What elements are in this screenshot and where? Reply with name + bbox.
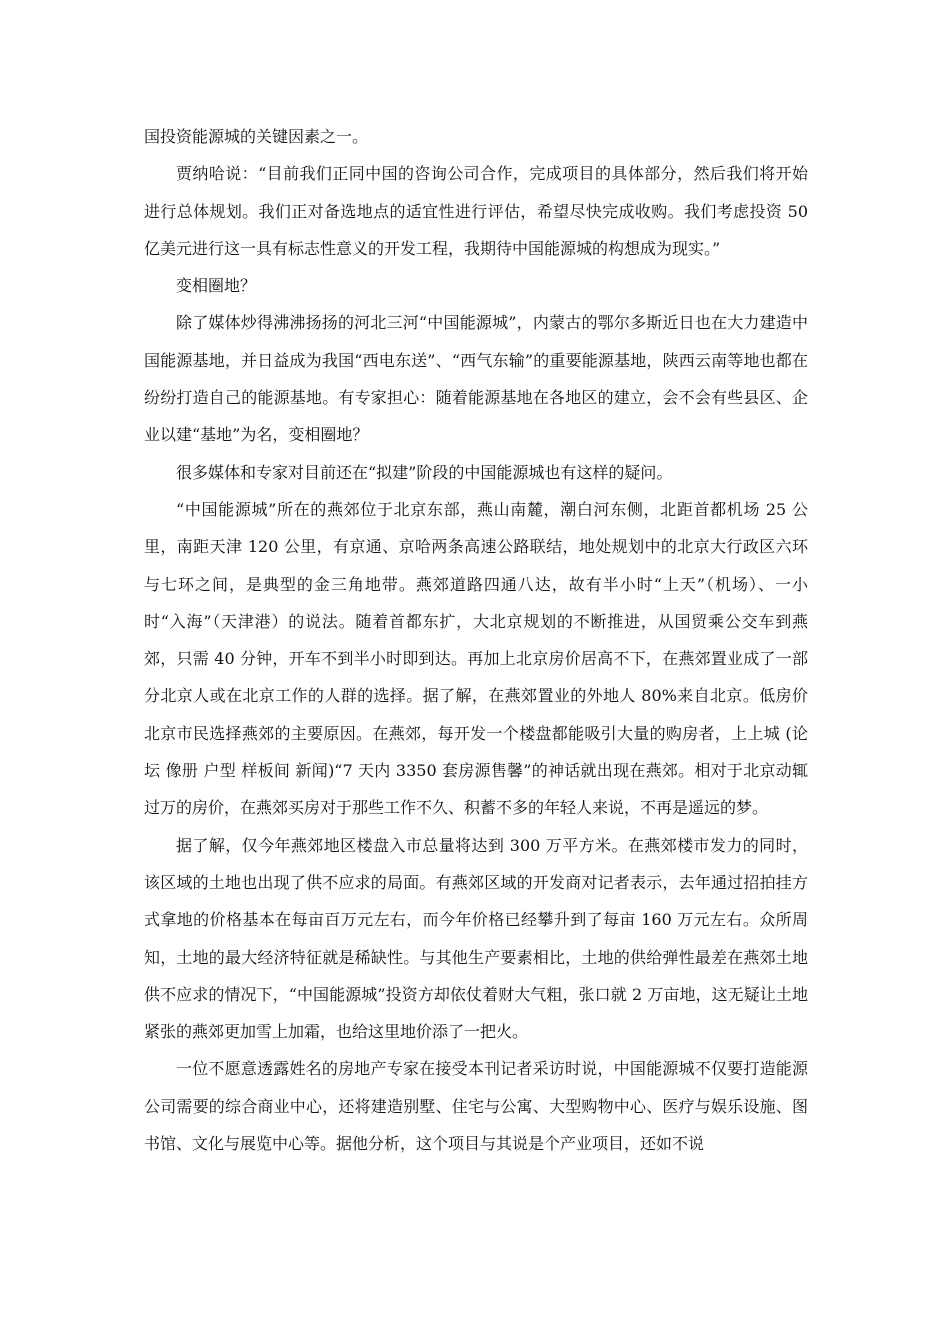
paragraph-quote-janaha: 贾纳哈说：“目前我们正同中国的咨询公司合作，完成项目的具体部分，然后我们将开始进行总体规划。我们正对备选地点的适宜性进行评估，希望尽快完成收购。我们考虑投资 50 亿美元进行这一具有标志性意义的开发工程，我期待中国能源城的构想成为现实。” — [144, 164, 808, 258]
section-heading: 变相圈地？ — [176, 276, 257, 296]
paragraph-energy-bases: 除了媒体炒得沸沸扬扬的河北三河“中国能源城”，内蒙古的鄂尔多斯近日也在大力建造中国能源基地，并日益成为我国“西电东送”、“西气东输”的重要能源基地，陕西云南等地也都在纷纷打造自己的能源基地。有专家担心：随着能源基地在各地区的建立，会不会有些县区、企业以建“基地”为名，变相圈地？ — [144, 313, 808, 445]
paragraph-continuation: 国投资能源城的关键因素之一。 — [144, 127, 369, 146]
paragraph-land-supply: 据了解，仅今年燕郊地区楼盘入市总量将达到 300 万平方米。在燕郊楼市发力的同时，该区域的土地也出现了供不应求的局面。有燕郊区域的开发商对记者表示，去年通过招拍挂方式拿地的价格基本在每亩百万元左右，而今年价格已经攀升到了每亩 160 万元左右。众所周知，土地的最大经济特征就是稀缺性。与其他生产要素相比，土地的供给弹性最差在燕郊土地供不应求的情况下，“中国能源城”投资方却依仗着财大气粗，张口就 2 万亩地，这无疑让土地紧张的燕郊更加雪上加霜，也给这里地价添了一把火。 — [144, 835, 808, 1042]
paragraph-expert-opinion: 一位不愿意透露姓名的房地产专家在接受本刊记者采访时说，中国能源城不仅要打造能源公司需要的综合商业中心，还将建造别墅、住宅与公寓、大型购物中心、医疗与娱乐设施、图书馆、文化与展览中心等。据他分析，这个项目与其说是个产业项目，还如不说 — [144, 1059, 808, 1154]
article-body — [144, 118, 808, 1162]
paragraph-media-doubts: 很多媒体和专家对目前还在“拟建”阶段的中国能源城也有这样的疑问。 — [176, 462, 673, 482]
paragraph-yanjiao-location: “中国能源城”所在的燕郊位于北京东部，燕山南麓，潮白河东侧，北距首都机场 25 公里，南距天津 120 公里，有京通、京哈两条高速公路联结，地处规划中的北京大行政区六环与七环之间，是典型的金三角地带。燕郊道路四通八达，故有半小时“上天”（机场）、一小时“入海”（天津港）的说法。随着首都东扩，大北京规划的不断推进，从国贸乘公交车到燕郊，只需 40 分钟，开车不到半小时即到达。再加上北京房价居高不下，在燕郊置业成了一部分北京人或在北京工作的人群的选择。据了解，在燕郊置业的外地人 80%来自北京。低房价北京市民选择燕郊的主要原因。在燕郊，每开发一个楼盘都能吸引大量的购房者，上上城 (论坛 像册 户型 样板间 新闻)“7 天内 3350 套房源售馨”的神话就出现在燕郊。相对于北京动辄过万的房价，在燕郊买房对于那些工作不久、积蓄不多的年轻人来说，不再是遥远的梦。 — [144, 499, 808, 818]
